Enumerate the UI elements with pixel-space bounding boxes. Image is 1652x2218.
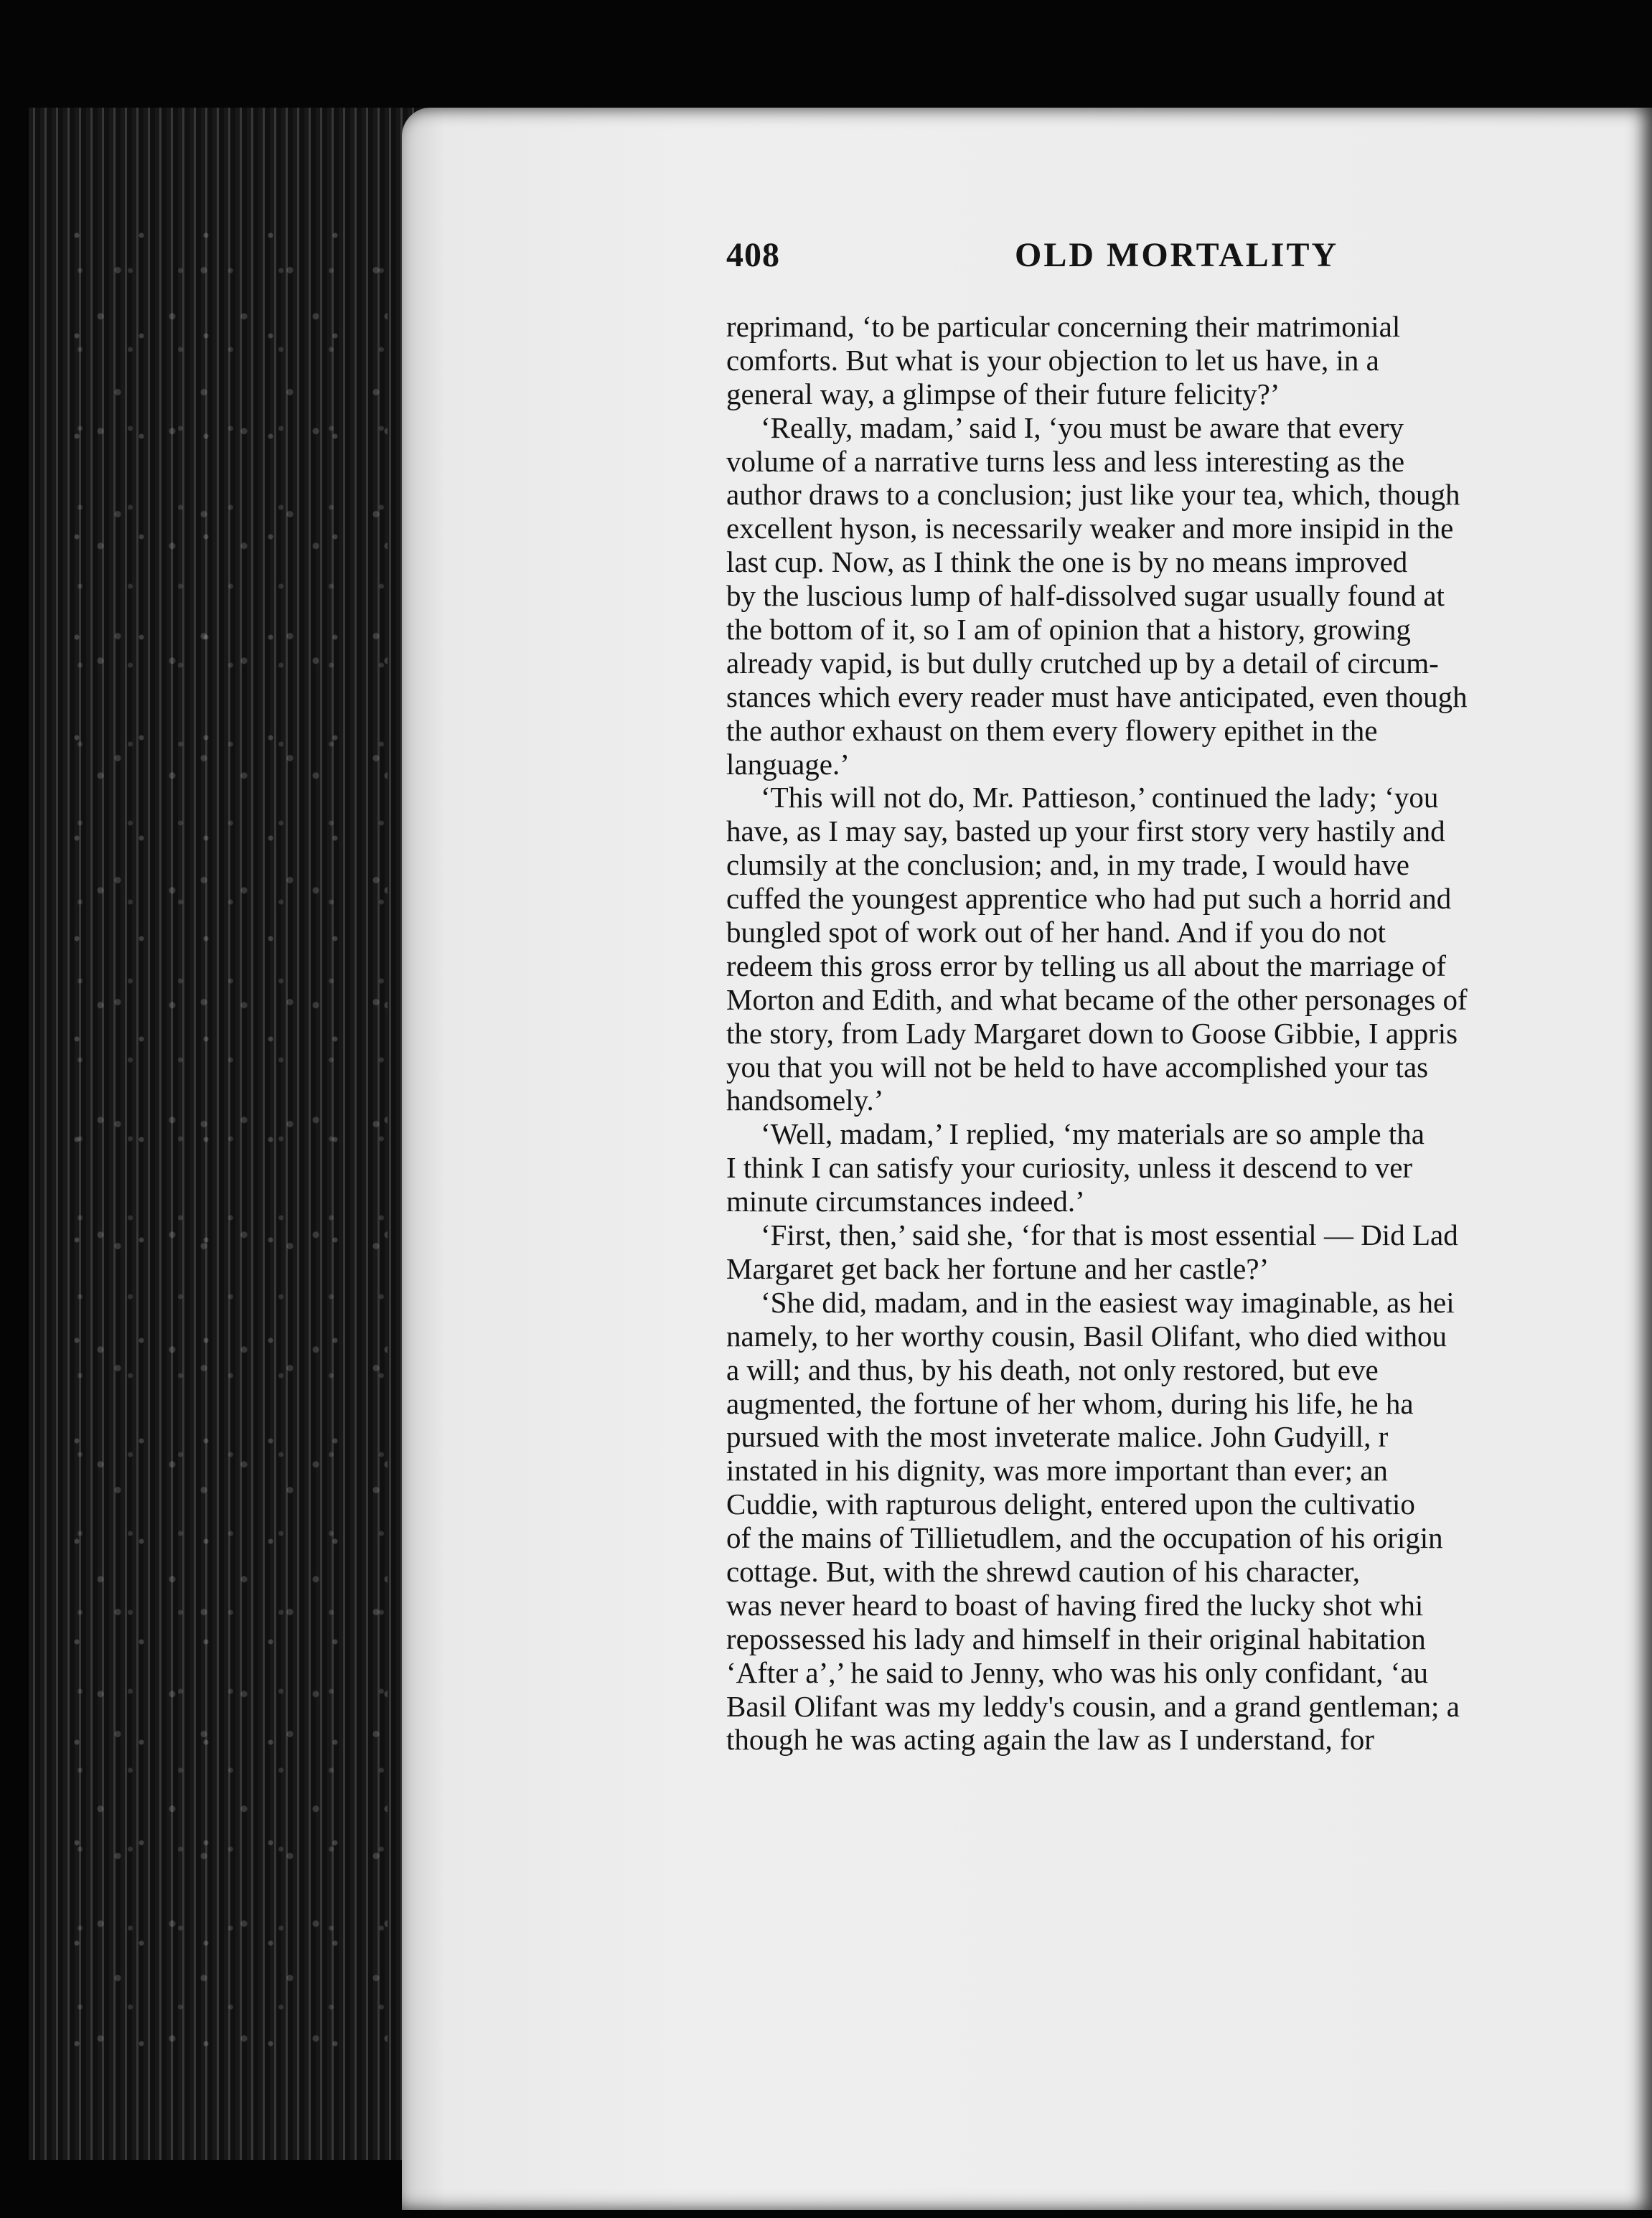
text-line: cottage. But, with the shrewd caution of his character, [726, 1554, 1360, 1588]
text-line: stances which every reader must have anticipated, even though [726, 680, 1468, 713]
text-line: repossessed his lady and himself in their original habitation [726, 1622, 1426, 1655]
text-line: instated in his dignity, was more important than ever; an [726, 1454, 1388, 1488]
text-line: already vapid, is but dully crutched up by a detail of circum- [726, 646, 1439, 680]
text-line: was never heard to boast of having fired the lucky shot whi [726, 1588, 1424, 1622]
text-line: cuffed the youngest apprentice who had put such a horrid and [726, 882, 1452, 916]
text-line: ‘First, then,’ said she, ‘for that is most essential — Did Lad [761, 1218, 1458, 1252]
text-line: Margaret get back her fortune and her castle?’ [726, 1251, 1269, 1285]
text-line: have, as I may say, basted up your first story very hastily and [726, 814, 1445, 848]
text-line: the author exhaust on them every flowery epithet in the [726, 713, 1378, 747]
text-line: language.’ [726, 747, 850, 781]
text-line: ‘Really, madam,’ said I, ‘you must be aware that every [761, 410, 1404, 444]
text-line: ‘She did, madam, and in the easiest way imaginable, as hei [761, 1285, 1455, 1319]
text-line: volume of a narrative turns less and less interesting as the [726, 444, 1405, 478]
text-line: though he was acting again the law as I understand, for [726, 1723, 1374, 1757]
text-line: reprimand, ‘to be particular concerning their matrimonial [726, 310, 1401, 343]
running-title: OLD MORTALITY [1015, 236, 1339, 274]
text-line: Basil Olifant was my leddy's cousin, and a grand gentleman; a [726, 1689, 1460, 1723]
text-line: handsomely.’ [726, 1084, 884, 1117]
text-line: clumsily at the conclusion; and, in my trade, I would have [726, 848, 1409, 882]
text-line: minute circumstances indeed.’ [726, 1185, 1085, 1218]
text-line: of the mains of Tillietudlem, and the occupation of his origin [726, 1521, 1443, 1555]
text-line: augmented, the fortune of her whom, during his life, he ha [726, 1386, 1414, 1420]
text-line: a will; and thus, by his death, not only restored, but eve [726, 1353, 1379, 1386]
text-line: the bottom of it, so I am of opinion that a history, growing [726, 613, 1411, 647]
text-line: ‘After a’,’ he said to Jenny, who was his only confidant, ‘au [726, 1655, 1429, 1689]
text-line: Morton and Edith, and what became of the other personages of [726, 982, 1468, 1016]
page-edge-texture [57, 215, 388, 2081]
text-line: last cup. Now, as I think the one is by no means improved [726, 545, 1408, 579]
text-line: by the luscious lump of half-dissolved sugar usually found at [726, 579, 1445, 613]
text-line: excellent hyson, is necessarily weaker and more insipid in the [726, 512, 1454, 545]
text-line: general way, a glimpse of their future felicity?’ [726, 377, 1280, 410]
body-text [726, 310, 1652, 2118]
text-line: author draws to a conclusion; just like your tea, which, though [726, 478, 1460, 512]
text-line: you that you will not be held to have accomplished your tas [726, 1050, 1429, 1084]
text-line: bungled spot of work out of her hand. And if you do not [726, 916, 1386, 949]
text-line: namely, to her worthy cousin, Basil Olifant, who died withou [726, 1319, 1447, 1353]
text-line: ‘This will not do, Mr. Pattieson,’ continued the lady; ‘you [761, 781, 1439, 814]
text-line: Cuddie, with rapturous delight, entered upon the cultivatio [726, 1488, 1415, 1521]
page-header [726, 235, 1444, 286]
text-line: pursued with the most inveterate malice. John Gudyill, r [726, 1420, 1389, 1454]
page-number: 408 [726, 236, 780, 274]
text-line: redeem this gross error by telling us all about the marriage of [726, 949, 1447, 982]
text-line: I think I can satisfy your curiosity, unless it descend to ver [726, 1151, 1413, 1185]
text-line: ‘Well, madam,’ I replied, ‘my materials are so ample tha [761, 1117, 1425, 1151]
text-line: comforts. But what is your objection to let us have, in a [726, 343, 1379, 377]
text-line: the story, from Lady Margaret down to Goose Gibbie, I appris [726, 1016, 1458, 1050]
